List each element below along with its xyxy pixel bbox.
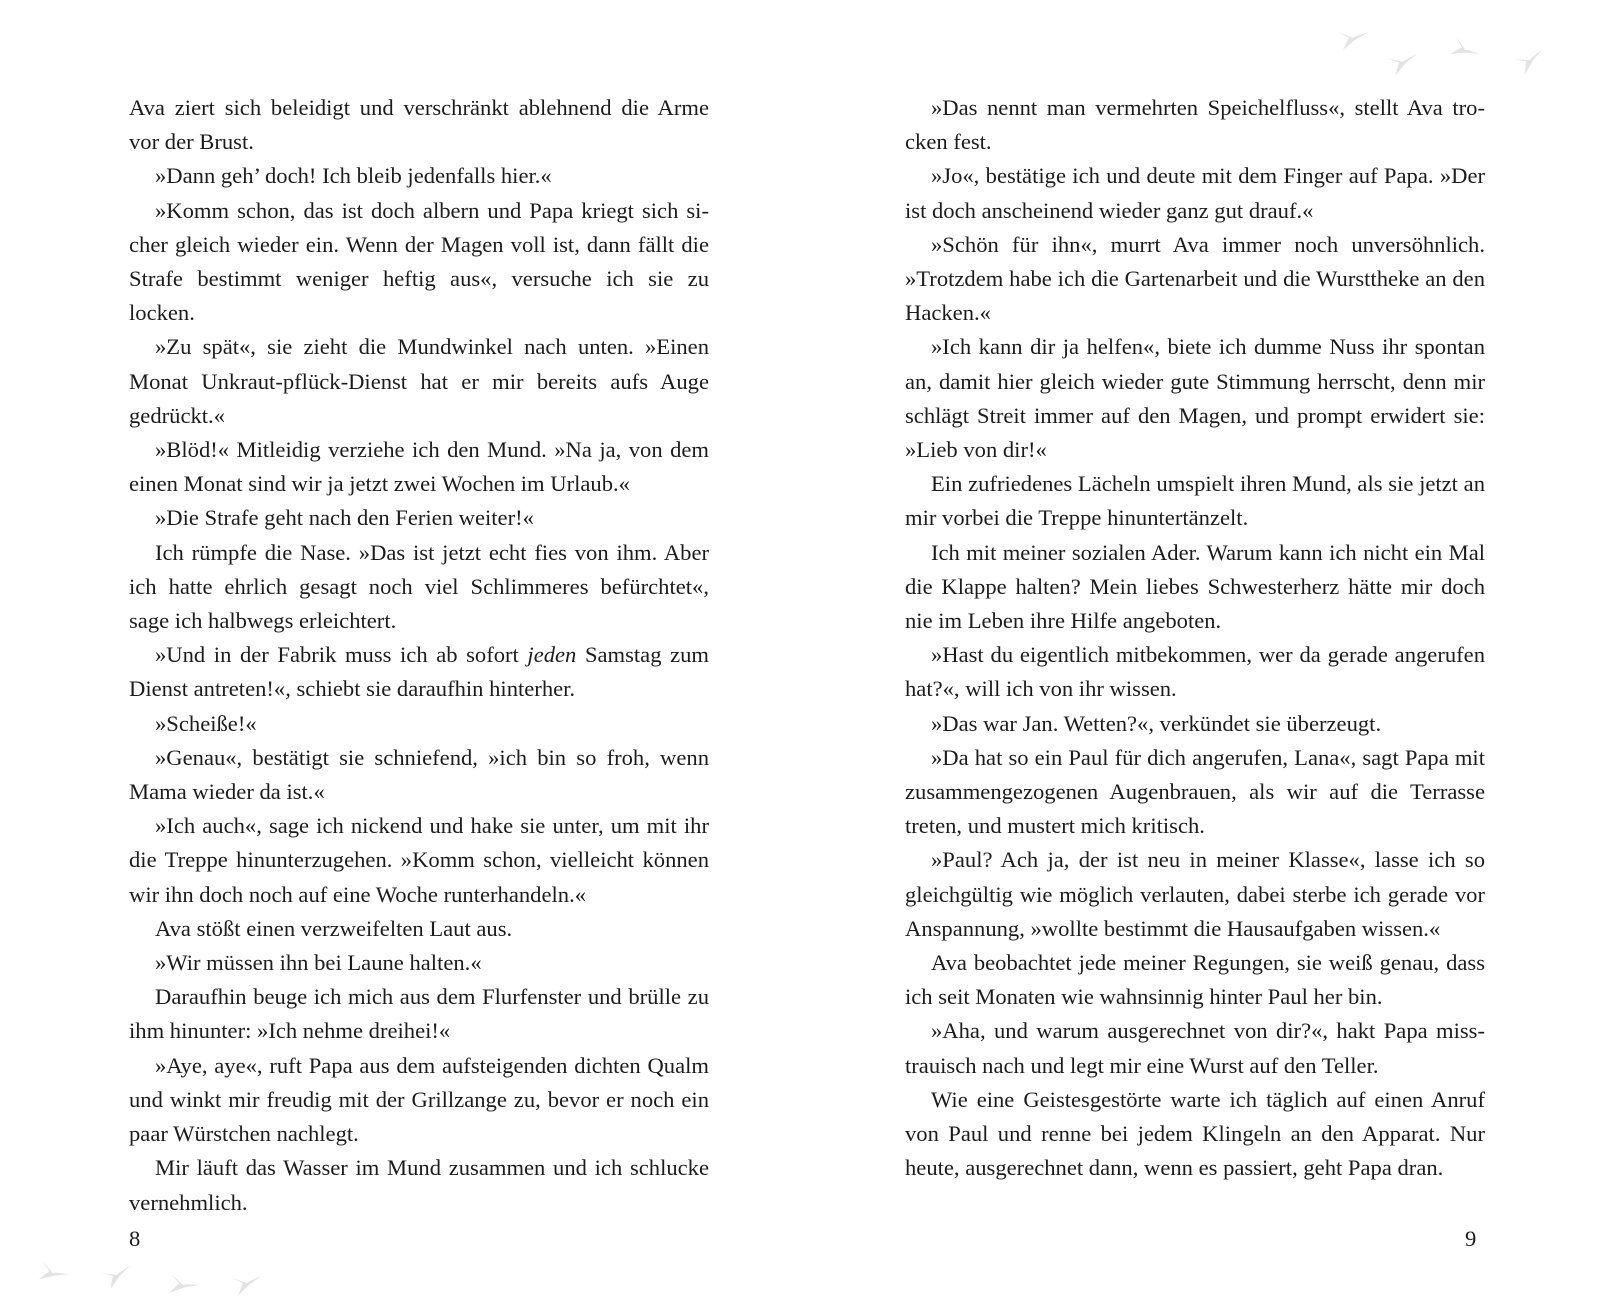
bird-silhouette-icon — [101, 1260, 136, 1290]
bird-silhouette-icon — [167, 1274, 200, 1298]
paragraph: »Paul? Ach ja, der ist neu in meiner Klasse«, lasse ich so gleichgültig wie möglich verlauten, dabei sterbe ich gerade vor Anspannung, »wollte bestimmt die Hausaufgaben wissen.« — [905, 847, 1485, 941]
page-number-left: 8 — [129, 1226, 141, 1251]
paragraph: »Wir müssen ihn bei Laune halten.« — [155, 950, 482, 976]
paragraph: »Das nennt man vermehrten Speichelfluss«, stellt Ava trocken fest. — [905, 95, 1485, 155]
paragraph: »Scheiße!« — [155, 710, 257, 736]
bird-silhouette-icon — [1513, 44, 1548, 75]
paragraph: Daraufhin beuge ich mich aus dem Flurfenster und brülle zu ihm hinunter: »Ich nehme dreihei!« — [129, 984, 709, 1044]
bird-silhouette-icon — [1387, 48, 1422, 76]
paragraph: Ich mit meiner sozialen Ader. Warum kann ich nicht ein Mal die Klappe halten? Mein liebes Schwesterherz hätte mir doch nie im Leben ihre Hilfe angeboten. — [905, 539, 1485, 634]
paragraph: Ava beobachtet jede meiner Regungen, sie weiß genau, dass ich seit Monaten wie wahnsinnig hinter Paul her bin. — [905, 950, 1485, 1010]
bird-silhouettes-top-right — [1335, 20, 1600, 90]
paragraph: Ava stößt einen verzweifelten Laut aus. — [155, 915, 513, 941]
bird-silhouette-icon — [231, 1270, 265, 1296]
paragraph: »Genau«, bestätigt sie schniefend, »ich bin so froh, wenn Mama wieder da ist.« — [129, 744, 709, 805]
bird-silhouette-icon — [1338, 26, 1371, 50]
right-page-text — [905, 91, 1485, 1186]
paragraph: »Ich kann dir ja helfen«, biete ich dumme Nuss ihr spontan an, damit hier gleich wieder gute Stimmung herrscht, denn mir schlägt Streit immer auf den Magen, und prompt erwidert sie: »Lieb von dir!« — [905, 334, 1485, 463]
paragraph: »Da hat so ein Paul für dich angerufen, Lana«, sagt Papa mit zusammengezogenen Augenbrauen, als wir auf die Terrasse treten, und mustert mich kritisch. — [905, 744, 1485, 839]
paragraph: Mir läuft das Wasser im Mund zusammen und ich schlucke vernehmlich. — [129, 1155, 709, 1215]
bird-silhouette-icon — [1448, 36, 1483, 66]
paragraph: »Das war Jan. Wetten?«, verkündet sie überzeugt. — [931, 710, 1382, 736]
bird-silhouettes-bottom-left — [25, 1245, 285, 1313]
paragraph: »Aye, aye«, ruft Papa aus dem aufsteigenden dichten Qualm und winkt mir freudig mit der Grillzange zu, bevor er noch ein paar Würstchen nachlegt. — [129, 1052, 709, 1147]
left-page-text — [129, 91, 709, 1220]
bird-silhouette-icon — [37, 1261, 71, 1287]
paragraph: Ava ziert sich beleidigt und verschränkt ablehnend die Arme vor der Brust. — [129, 95, 709, 155]
paragraph: »Aha, und warum ausgerechnet von dir?«, hakt Papa misstrauisch nach und legt mir eine Wurst auf den Teller. — [905, 1018, 1485, 1078]
paragraph: »Blöd!« Mitleidig verziehe ich den Mund. »Na ja, von dem einen Monat sind wir ja jetzt zwei Wochen im Urlaub.« — [129, 437, 709, 497]
paragraph: »Hast du eigentlich mitbekommen, wer da gerade angerufen hat?«, will ich von ihr wissen. — [905, 642, 1485, 702]
paragraph: »Zu spät«, sie zieht die Mundwinkel nach unten. »Einen Monat Unkraut-pflück-Dienst hat er mir bereits aufs Auge gedrückt.« — [129, 334, 709, 428]
paragraph: »Die Strafe geht nach den Ferien weiter!« — [155, 505, 534, 531]
paragraph: »Jo«, bestätige ich und deute mit dem Finger auf Papa. »Der ist doch anscheinend wieder ganz gut drauf.« — [905, 163, 1485, 223]
paragraph: Ein zufriedenes Lächeln umspielt ihren Mund, als sie jetzt an mir vorbei die Treppe hinuntertänzelt. — [905, 471, 1485, 531]
paragraph — [129, 638, 709, 706]
emphasis-word: jeden — [527, 642, 577, 668]
paragraph-text-start: »Und in der Fabrik muss ich ab sofort — [155, 642, 528, 668]
page-number-right: 9 — [1465, 1226, 1477, 1251]
paragraph: Wie eine Geistesgestörte warte ich täglich auf einen Anruf von Paul und renne bei jedem Klingeln an den Apparat. Nur heute, ausgerechnet dann, wenn es passiert, geht Papa dran. — [905, 1086, 1485, 1181]
paragraph: Ich rümpfe die Nase. »Das ist jetzt echt fies von ihm. Aber ich hatte ehrlich gesagt noch viel Schlimmeres befürchtet«, sage ich halbwegs erleichtert. — [129, 539, 709, 634]
paragraph: »Ich auch«, sage ich nickend und hake sie unter, um mit ihr die Treppe hinunterzugehen. »Komm schon, vielleicht können wir ihn doch noch auf eine Woche runterhandeln.« — [129, 813, 709, 907]
paragraph: »Komm schon, das ist doch albern und Papa kriegt sich sicher gleich wieder ein. Wenn der Magen voll ist, dann fällt die Strafe bestimmt weniger heftig aus«, versuche ich sie zu locken. — [129, 197, 709, 326]
paragraph: »Schön für ihn«, murrt Ava immer noch unversöhnlich. »Trotzdem habe ich die Gartenarbeit und die Wursttheke an den Hacken.« — [905, 231, 1485, 326]
paragraph-text-end: Samstag zum Dienst antreten!«, schiebt sie daraufhin hinterher. — [129, 642, 709, 702]
paragraph: »Dann geh’ doch! Ich bleib jedenfalls hier.« — [155, 163, 552, 189]
